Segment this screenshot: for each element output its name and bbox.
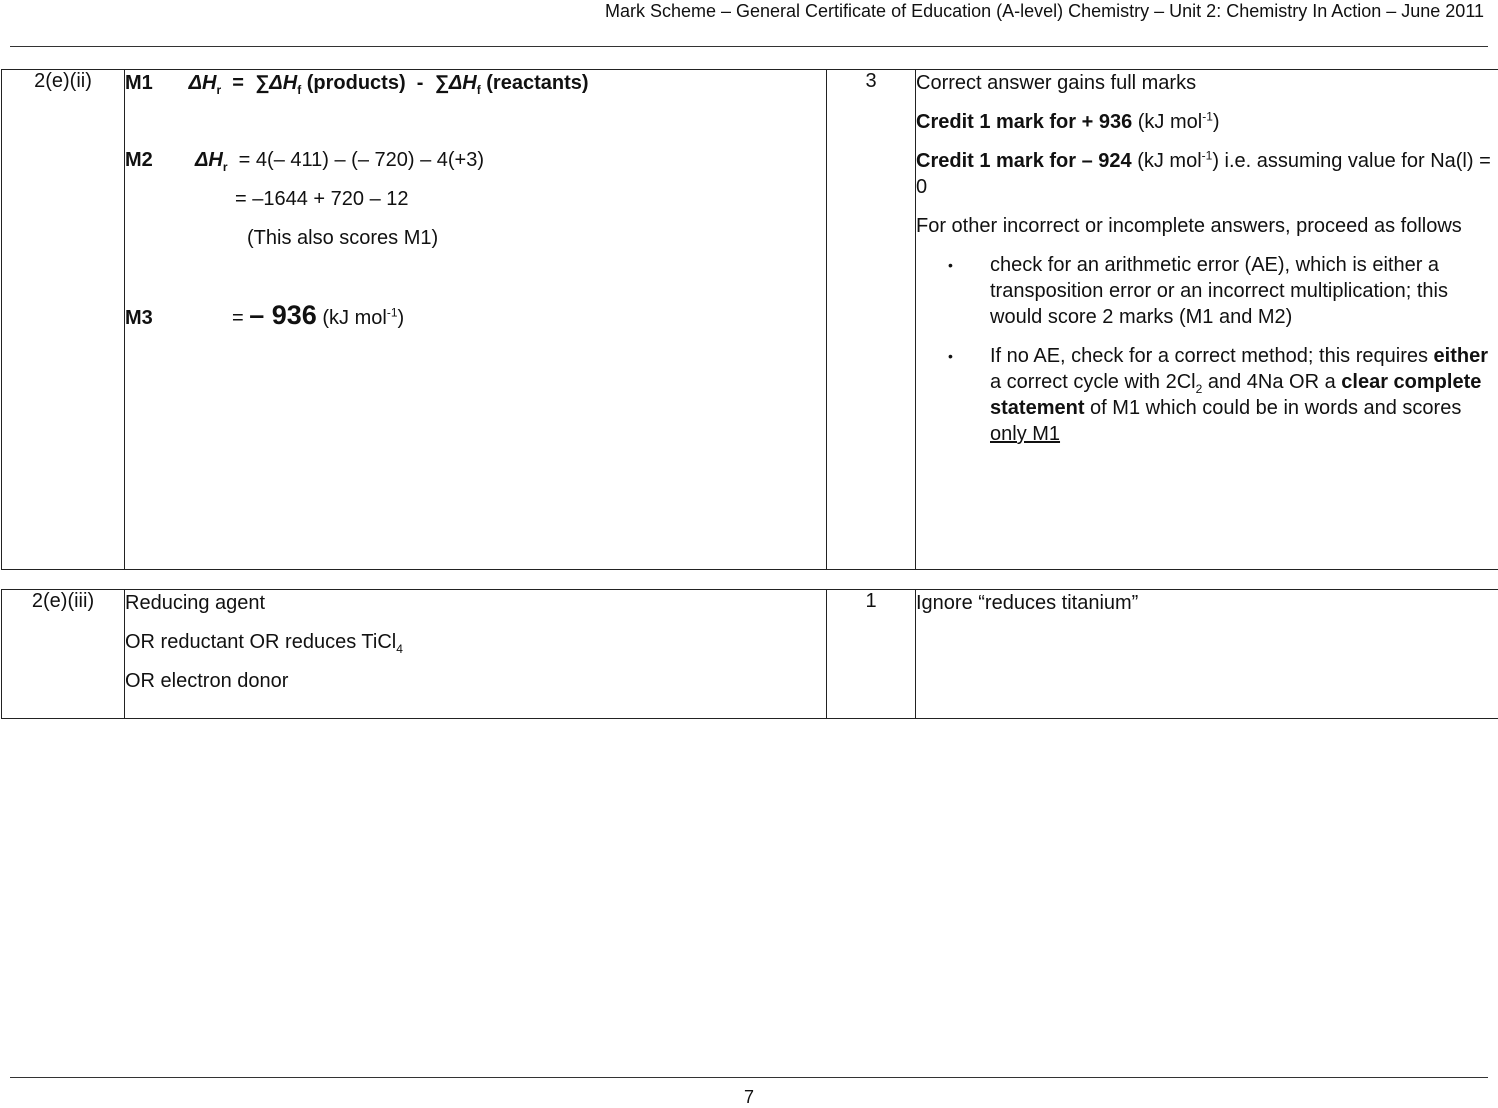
m1-minus: - [417, 72, 424, 94]
m2-line [125, 147, 826, 186]
m1-sub-f1: f [297, 83, 301, 97]
guidance-cell [916, 590, 1498, 719]
footer-rule [10, 1077, 1488, 1078]
marks-cell: 1 [827, 590, 916, 719]
guidance-para-2: Credit 1 mark for + 936 (kJ mol$^{-1}$) [916, 109, 1498, 135]
page-number: 7 [0, 1087, 1498, 1108]
answer-cell [125, 70, 827, 570]
guidance-para-1: Ignore “reduces titanium” [916, 590, 1498, 616]
m2-line-3: (This also scores M1) [125, 225, 826, 264]
m1-sub-r: r [216, 83, 221, 97]
m3-value: – 936 [249, 300, 317, 330]
running-header: Mark Scheme – General Certificate of Education (A-level) Chemistry – Unit 2: Chemistry In Action – June 2011 [605, 0, 1484, 22]
m1-products: (products) [307, 72, 406, 94]
header-rule [10, 46, 1488, 47]
m2-label: M2 [125, 147, 195, 173]
bullet-icon: • [948, 252, 953, 278]
mark-scheme-table-2e-ii [1, 69, 1498, 570]
m1-sum-2: ∑ΔH [435, 72, 477, 94]
m3-unit: (kJ mol$^{-1}$) [322, 307, 404, 329]
mark-scheme-table-2e-iii [1, 589, 1498, 719]
m1-label: M1 [125, 70, 183, 96]
m1-sub-f2: f [477, 83, 481, 97]
list-item: • If no AE, check for a correct method; this requires either a correct cycle with $2Cl_2$ and 4Na OR a clear complete statement of M1 which could be in words and scores only M1 [916, 343, 1498, 447]
m3-line [125, 302, 826, 341]
list-item: • check for an arithmetic error (AE), which is either a transposition error or an incorrect multiplication; this would score 2 marks (M1 and M2) [916, 252, 1498, 330]
answer-line-3: OR electron donor [125, 668, 826, 698]
bullet-icon: • [948, 343, 953, 369]
guidance-para-1: Correct answer gains full marks [916, 70, 1498, 96]
answer-line-1: Reducing agent [125, 590, 826, 629]
m3-label: M3 [125, 305, 232, 331]
table-row [2, 70, 1498, 570]
m2-delta-h: ΔH [195, 149, 223, 171]
m2-expression: = 4(– 411) – (– 720) – 4(+3) [239, 149, 484, 171]
answer-line-2: OR reductant OR reduces TiCl$_4$ [125, 629, 826, 668]
marks-cell: 3 [827, 70, 916, 570]
m2-line-2: = –1644 + 720 – 12 [125, 186, 826, 225]
m1-delta-h: ΔH [189, 72, 217, 94]
m1-reactants: (reactants) [486, 72, 588, 94]
m1-line [125, 70, 826, 109]
question-number: 2(e)(ii) [2, 70, 125, 570]
guidance-bullets [916, 252, 1498, 447]
guidance-para-4: For other incorrect or incomplete answers, proceed as follows [916, 213, 1498, 239]
m2-sub-r: r [223, 160, 228, 174]
m1-equals: = [232, 72, 244, 94]
m1-sum-1: ∑ΔH [255, 72, 297, 94]
table-row [2, 590, 1498, 719]
m3-equals: = [232, 307, 244, 329]
guidance-para-3: Credit 1 mark for – 924 (kJ mol$^{-1}$) i.e. assuming value for Na(l) = 0 [916, 148, 1498, 200]
answer-cell [125, 590, 827, 719]
question-number: 2(e)(iii) [2, 590, 125, 719]
guidance-cell [916, 70, 1498, 570]
